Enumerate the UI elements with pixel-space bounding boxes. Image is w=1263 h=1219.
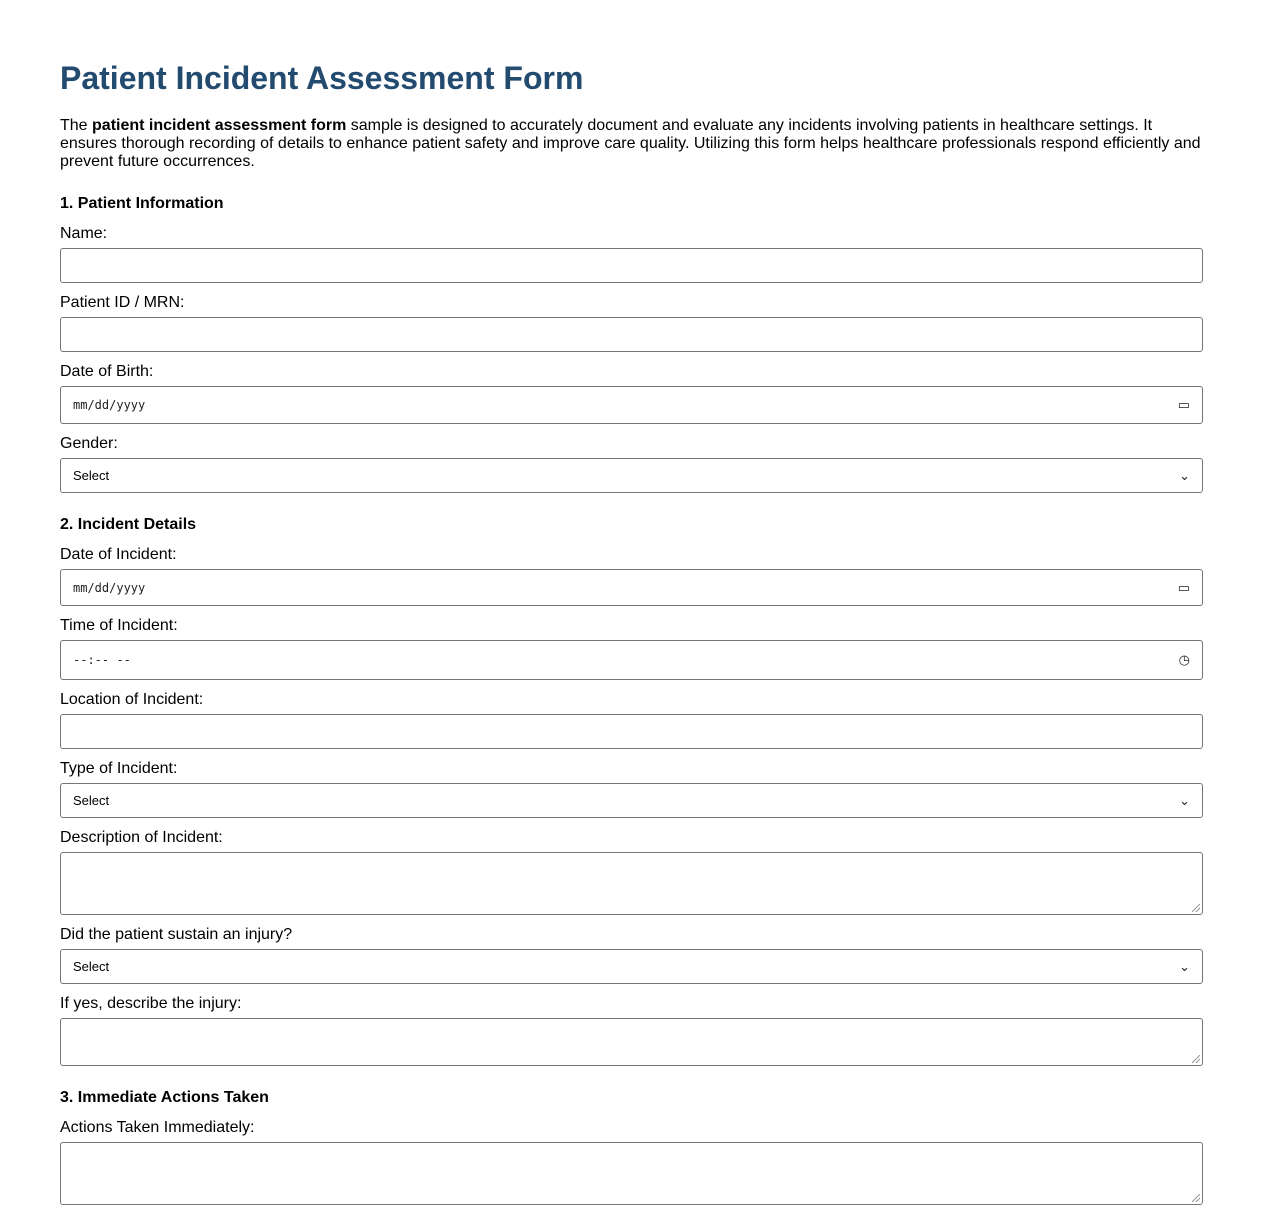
actions-textarea[interactable] — [60, 1142, 1203, 1205]
gender-label: Gender: — [60, 435, 118, 452]
name-label: Name: — [60, 225, 108, 242]
gender-select[interactable] — [60, 458, 1203, 493]
gender-selected: Select — [73, 468, 110, 483]
resize-handle[interactable] — [1192, 904, 1200, 912]
date-incident-input[interactable] — [60, 569, 1203, 606]
type-select[interactable] — [60, 783, 1203, 818]
time-incident-input[interactable] — [60, 640, 1203, 680]
resize-handle[interactable] — [1192, 1194, 1200, 1202]
dob-input[interactable] — [60, 386, 1203, 424]
intro-pre: The — [60, 117, 93, 134]
time-placeholder: --:-- -- — [73, 653, 131, 667]
actions-label: Actions Taken Immediately: — [60, 1119, 255, 1136]
calendar-icon[interactable]: ▭ — [1177, 397, 1190, 412]
type-label: Type of Incident: — [60, 760, 178, 777]
type-selected: Select — [73, 793, 110, 808]
location-label: Location of Incident: — [60, 691, 204, 708]
date-incident-label: Date of Incident: — [60, 546, 177, 563]
section-patient-information: 1. Patient Information — [60, 195, 224, 212]
description-textarea[interactable] — [60, 852, 1203, 915]
chevron-down-icon: ⌄ — [1179, 792, 1190, 808]
time-incident-label: Time of Incident: — [60, 617, 178, 634]
page-title: Patient Incident Assessment Form — [60, 60, 584, 96]
dob-placeholder: mm/dd/yyyy — [73, 398, 146, 412]
section-incident-details: 2. Incident Details — [60, 516, 197, 533]
intro-bold: patient incident assessment form — [92, 117, 347, 134]
date-incident-placeholder: mm/dd/yyyy — [73, 580, 146, 595]
description-label: Description of Incident: — [60, 829, 223, 846]
dob-label: Date of Birth: — [60, 363, 154, 380]
location-input[interactable] — [60, 714, 1203, 749]
chevron-down-icon: ⌄ — [1179, 958, 1190, 974]
injury-select[interactable] — [60, 949, 1203, 984]
intro-post: sample is designed to accurately document and evaluate any incidents involving patients in healthcare settings. It ensures thorough recording of details to enhance patient safety and improve care quality. Utilizing this form helps healthcare professionals respond efficiently and prevent future occurrences. — [60, 117, 1201, 170]
injury-desc-label: If yes, describe the injury: — [60, 995, 242, 1012]
injury-selected: Select — [73, 959, 110, 974]
patient-id-label: Patient ID / MRN: — [60, 294, 185, 311]
calendar-icon[interactable]: ▭ — [1177, 579, 1190, 595]
chevron-down-icon: ⌄ — [1179, 467, 1190, 483]
resize-handle[interactable] — [1192, 1055, 1200, 1063]
section-immediate-actions: 3. Immediate Actions Taken — [60, 1089, 269, 1106]
name-input[interactable] — [60, 248, 1203, 283]
intro-text — [60, 117, 1210, 171]
injury-desc-textarea[interactable] — [60, 1018, 1203, 1066]
clock-icon[interactable]: ◷ — [1178, 652, 1190, 667]
patient-id-input[interactable] — [60, 317, 1203, 352]
injury-label: Did the patient sustain an injury? — [60, 926, 293, 943]
